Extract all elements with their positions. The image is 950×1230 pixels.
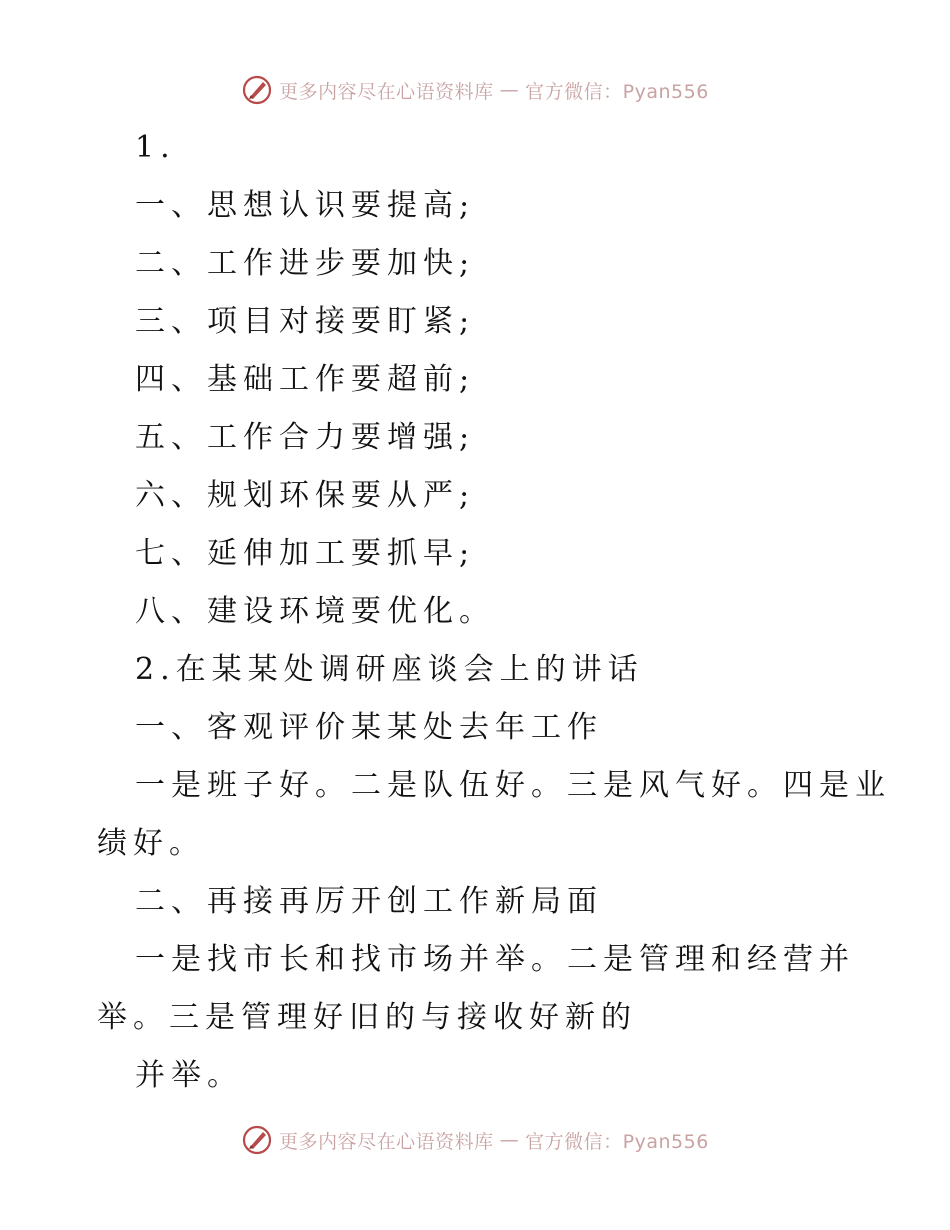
list-item: 二、工作进步要加快; (135, 246, 476, 281)
paragraph-line: 举。三是管理好旧的与接收好新的 (97, 1000, 637, 1035)
paragraph-line: 并举。 (135, 1058, 243, 1093)
watermark-text: 更多内容尽在心语资料库 (279, 80, 494, 103)
header-watermark (0, 72, 950, 108)
paragraph-line: 绩好。 (97, 826, 205, 861)
list-item: 七、延伸加工要抓早; (135, 536, 476, 571)
footer-watermark (0, 1122, 950, 1158)
quill-pen-icon (241, 1124, 273, 1156)
paragraph-line: 一是班子好。二是队伍好。三是风气好。四是业 (135, 768, 891, 803)
quill-pen-icon (241, 74, 273, 106)
section-heading: 一、客观评价某某处去年工作 (135, 710, 603, 745)
list-item: 六、规划环保要从严; (135, 478, 476, 513)
list-item: 三、项目对接要盯紧; (135, 304, 476, 339)
watermark-text: 更多内容尽在心语资料库 (279, 1130, 494, 1153)
list-item: 1. (135, 130, 176, 165)
watermark-separator: — (499, 1129, 520, 1151)
watermark-wechat: 官方微信：Pyan556 (525, 80, 709, 103)
watermark-separator: — (499, 79, 520, 101)
list-item: 四、基础工作要超前; (135, 362, 476, 397)
paragraph-line: 一是找市长和找市场并举。二是管理和经营并 (135, 942, 855, 977)
section-title: 2.在某某处调研座谈会上的讲话 (135, 652, 644, 687)
list-item: 五、工作合力要增强; (135, 420, 476, 455)
list-item: 八、建设环境要优化。 (135, 594, 495, 629)
section-heading: 二、再接再厉开创工作新局面 (135, 884, 603, 919)
watermark-wechat: 官方微信：Pyan556 (525, 1130, 709, 1153)
list-item: 一、思想认识要提高; (135, 188, 476, 223)
